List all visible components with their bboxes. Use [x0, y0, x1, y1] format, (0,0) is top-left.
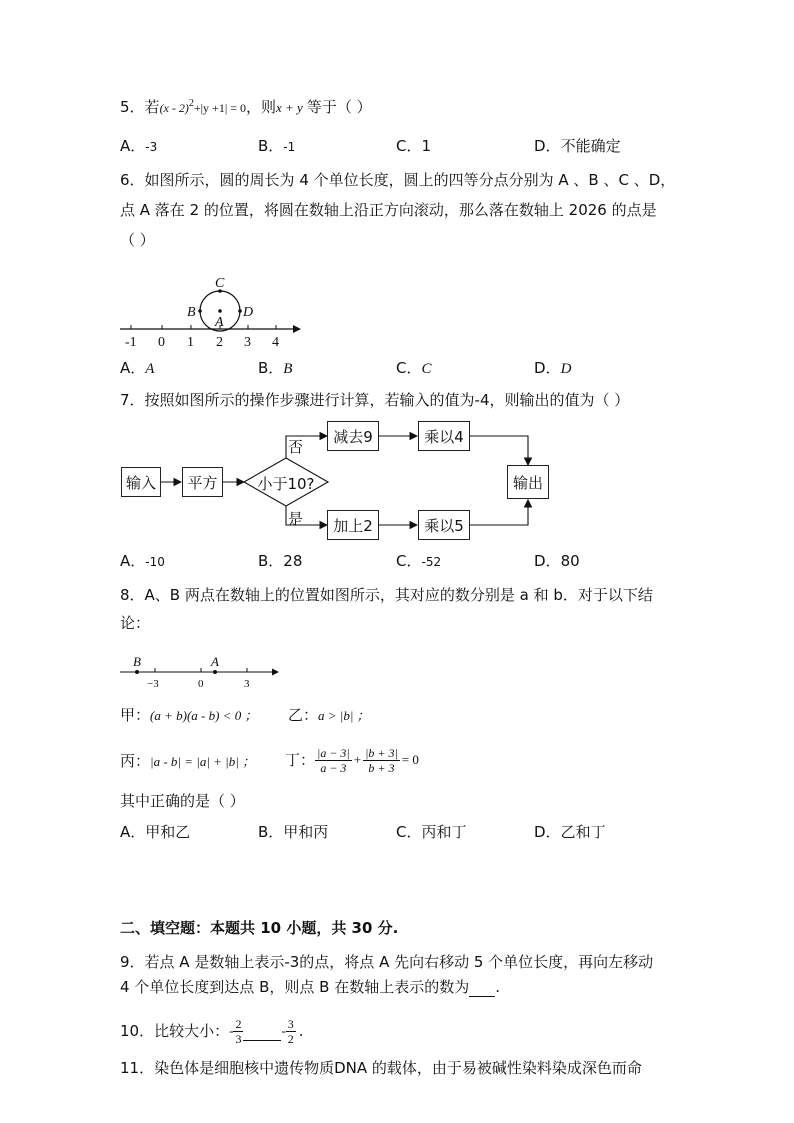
- point-label-a: A: [211, 654, 219, 669]
- option-label: A．: [120, 823, 146, 841]
- option-text: 丙和丁: [421, 823, 467, 841]
- section-heading: 二、填空题：本题共 10 小题，共 30 分.: [120, 919, 399, 937]
- q8-statement-bing: [120, 751, 255, 772]
- q10-fraction-1: [233, 1017, 243, 1046]
- q10-answer-blank[interactable]: [243, 1022, 281, 1041]
- fraction-denominator: 3: [235, 1031, 242, 1046]
- point-label-b: B: [133, 654, 141, 669]
- q8-number-line-figure: [115, 650, 295, 692]
- flow-output-box: 输出: [507, 465, 549, 499]
- fraction-numerator: |a − 3|: [317, 745, 350, 760]
- option-text: A: [145, 361, 155, 377]
- q7-option-a[interactable]: [120, 551, 165, 572]
- tick-label: 0: [198, 678, 204, 690]
- point-a-dot: [213, 670, 217, 674]
- flow-sub9-box: 减去9: [327, 421, 379, 451]
- q6-stem-line3: （ ）: [120, 231, 155, 249]
- q8-statement-jia: [120, 705, 257, 726]
- q9-stem-line2: [120, 977, 500, 997]
- option-label: B．: [258, 552, 284, 570]
- tick-label: 0: [158, 335, 165, 350]
- option-text: -10: [145, 555, 165, 569]
- option-text: -52: [421, 555, 442, 569]
- statement-expr: a > |b| ；: [318, 708, 370, 723]
- ding-fraction-1: [315, 746, 352, 775]
- option-text: -3: [145, 140, 158, 154]
- flow-mul5-box: 乘以5: [418, 510, 470, 540]
- arrow-mul4-output: [470, 436, 528, 465]
- option-text: B: [283, 361, 293, 377]
- fraction-numerator: 3: [287, 1016, 294, 1031]
- fraction-numerator: |b + 3|: [365, 745, 398, 760]
- option-label: D．: [534, 552, 561, 570]
- q9-end: .: [495, 978, 500, 996]
- q10-end: .: [298, 1022, 304, 1040]
- q8-statement-ding: [285, 740, 419, 780]
- option-text: 乙和丁: [560, 823, 606, 841]
- tick-label: 2: [216, 335, 223, 350]
- statement-label: 甲：: [120, 706, 151, 724]
- point-label-d: D: [243, 305, 254, 320]
- statement-label: 乙：: [288, 706, 319, 724]
- option-text: 28: [283, 552, 303, 570]
- flow-yes-label: 是: [288, 510, 304, 528]
- option-label: C．: [396, 137, 422, 155]
- fraction-denominator: a − 3: [320, 760, 347, 775]
- q9-answer-blank[interactable]: [469, 980, 495, 997]
- tick-label: 3: [244, 335, 251, 350]
- tick-label: 3: [244, 678, 250, 690]
- option-label: D．: [534, 823, 561, 841]
- tick-label: -1: [125, 335, 137, 350]
- q5-sum: x + y: [276, 100, 303, 115]
- q8-statement-yi: [288, 705, 370, 726]
- q8-option-a[interactable]: [120, 822, 190, 842]
- option-label: B．: [258, 823, 284, 841]
- flow-square-box: 平方: [182, 467, 223, 497]
- q9-line2-text: 4 个单位长度到达点 B，则点 B 在数轴上表示的数为: [120, 978, 470, 996]
- flow-mul4-box: 乘以4: [418, 421, 470, 451]
- option-label: C．: [396, 552, 422, 570]
- option-label: C．: [396, 359, 422, 377]
- option-label: C．: [396, 823, 422, 841]
- q9-stem-line1: 9．若点 A 是数轴上表示-3的点，将点 A 先向右移动 5 个单位长度，再向左移动: [120, 953, 654, 971]
- equals-zero: = 0: [401, 752, 419, 767]
- option-text: 80: [560, 552, 580, 570]
- q5-number: 5．: [120, 98, 145, 116]
- q6-stem-line1: 6．如图所示，圆的周长为 4 个单位长度，圆上的四等分点分别为 A 、B 、C 、D，: [120, 171, 676, 189]
- option-label: D．: [534, 137, 561, 155]
- option-text: 甲和丙: [283, 823, 329, 841]
- option-label: B．: [258, 137, 284, 155]
- q8-stem-line1: 8．A、B 两点在数轴上的位置如图所示，其对应的数分别是 a 和 b．对于以下结: [120, 586, 653, 604]
- q8-question: 其中正确的是（ ）: [120, 792, 245, 810]
- point-label-c: C: [215, 276, 225, 291]
- option-text: 1: [421, 137, 432, 155]
- option-text: 甲和乙: [145, 823, 191, 841]
- point-b-dot: [135, 670, 139, 674]
- option-label: A．: [120, 359, 146, 377]
- q11-stem-line1: 11．染色体是细胞核中遗传物质DNA 的载体，由于易被碱性染料染成深色而命: [120, 1059, 642, 1077]
- q5-exponent: 2: [188, 98, 194, 109]
- fraction-numerator: 2: [235, 1016, 242, 1031]
- q7-option-d[interactable]: [534, 551, 580, 571]
- ding-fraction-2: [363, 746, 400, 775]
- q8-stem-line2: 论：: [120, 614, 151, 632]
- flow-add2-box: 加上2: [327, 510, 379, 540]
- option-label: A．: [120, 552, 146, 570]
- q8-option-d[interactable]: [534, 822, 606, 842]
- point-label-a: A: [215, 315, 224, 330]
- q5-expr-a: (x - 2): [159, 101, 189, 115]
- q7-option-b[interactable]: [258, 551, 302, 571]
- option-text: -1: [283, 140, 296, 154]
- q7-option-c[interactable]: [396, 551, 441, 572]
- tick-label: 1: [187, 335, 194, 350]
- q8-option-c[interactable]: [396, 822, 467, 842]
- option-label: B．: [258, 359, 284, 377]
- q6-stem-line2: 点 A 落在 2 的位置，将圆在数轴上沿正方向滚动，那么落在数轴上 2026 的点是: [120, 201, 657, 219]
- flow-input-box: 输入: [121, 467, 161, 497]
- option-text: C: [421, 361, 432, 377]
- flow-decision-label: 小于10?: [257, 475, 315, 493]
- q5-suffix: ，则: [246, 98, 277, 116]
- q7-stem: 7．按照如图所示的操作步骤进行计算，若输入的值为-4，则输出的值为（ ）: [120, 391, 630, 409]
- option-label: D．: [534, 359, 561, 377]
- option-text: D: [560, 361, 572, 377]
- statement-label: 丙：: [120, 752, 151, 770]
- option-label: A．: [120, 137, 146, 155]
- tick-label: −3: [147, 678, 159, 690]
- q10-prefix: 10．比较大小：: [120, 1022, 230, 1040]
- option-text: 不能确定: [560, 137, 621, 155]
- arrow-mul5-output: [470, 500, 528, 525]
- q5-prefix: 若: [144, 98, 160, 116]
- q10-stem: [120, 1014, 304, 1048]
- q7-flowchart-connectors: [0, 0, 794, 560]
- q5-tail: 等于（ ）: [306, 98, 372, 116]
- statement-expr: |a - b| = |a| + |b| ；: [150, 754, 256, 769]
- plus-sign: +: [353, 752, 362, 767]
- fraction-denominator: b + 3: [368, 760, 395, 775]
- axis-arrow: [272, 669, 279, 676]
- point-label-b: B: [187, 305, 196, 320]
- q8-option-b[interactable]: [258, 822, 328, 842]
- q10-sign-2: -: [281, 1023, 286, 1038]
- tick-label: 4: [272, 335, 279, 350]
- q10-fraction-2: [286, 1017, 296, 1046]
- fraction-denominator: 2: [287, 1031, 294, 1046]
- q10-sign-1: -: [229, 1023, 234, 1038]
- q5-expr-b: +|y +1| = 0: [193, 101, 246, 115]
- statement-expr: (a + b)(a - b) < 0 ；: [150, 708, 258, 723]
- statement-label: 丁：: [285, 751, 316, 769]
- flow-no-label: 否: [288, 438, 304, 456]
